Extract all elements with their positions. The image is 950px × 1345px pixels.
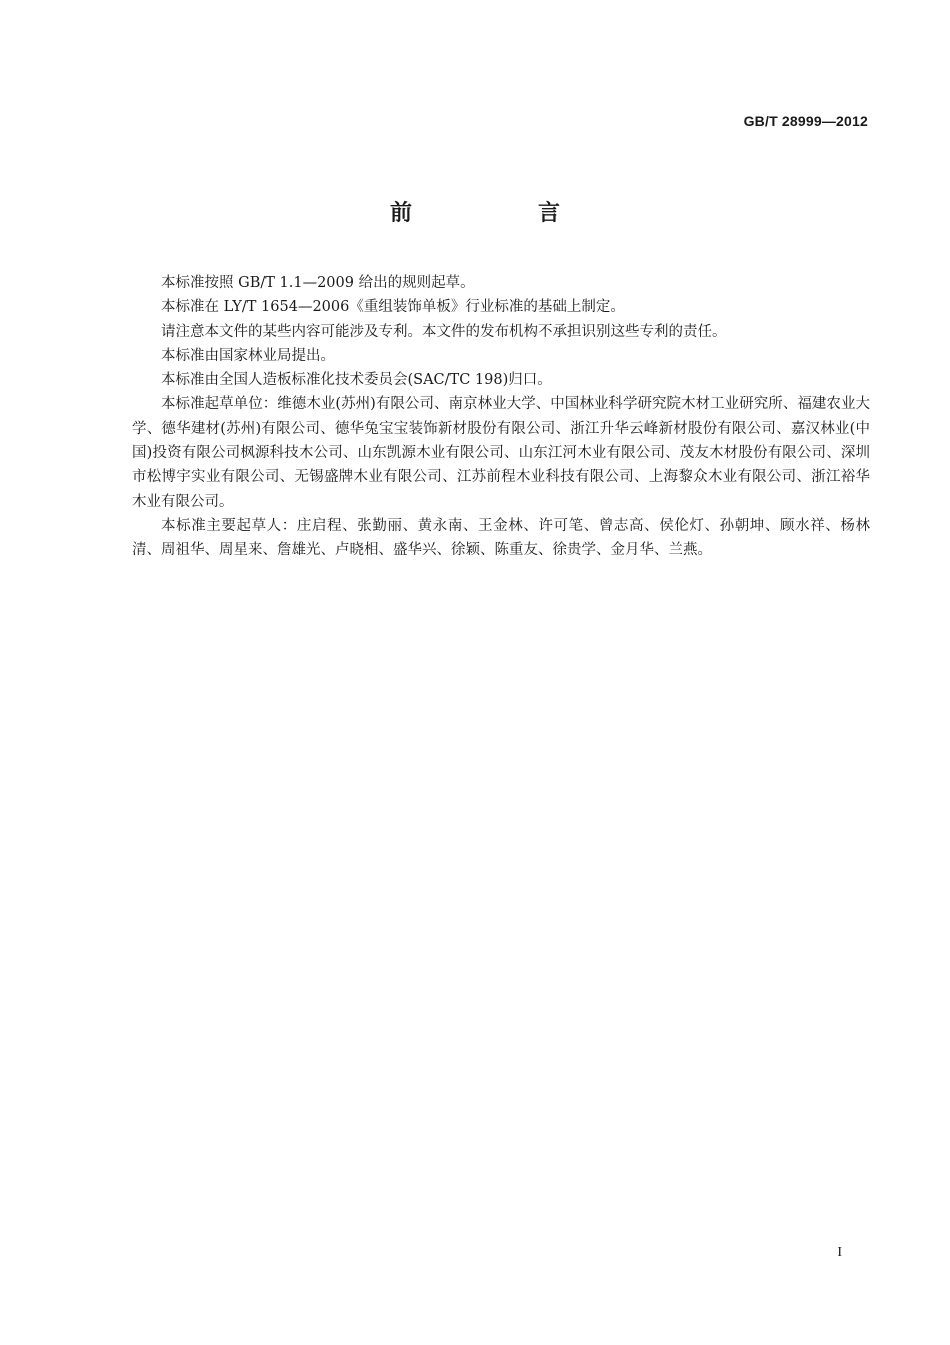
paragraph-drafting-units: 本标准起草单位：维德木业(苏州)有限公司、南京林业大学、中国林业科学研究院木材工业研究所、福建农业大学、德华建材(苏州)有限公司、德华兔宝宝装饰新材股份有限公司、浙江升华云峰新材股份有限公司、嘉汉林业(中国)投资有限公司枫源科技木公司、山东凯源木业有限公司、山东江河木业有限公司、茂友木材股份有限公司、深圳市松博宇实业有限公司、无锡盛牌木业有限公司、江苏前程木业科技有限公司、上海黎众木业有限公司、浙江裕华木业有限公司。 bbox=[132, 396, 870, 510]
standard-code: GB/T 28999—2012 bbox=[743, 113, 868, 129]
foreword-title: 前 言 bbox=[389, 201, 612, 226]
paragraph-basis: 本标准在 LY/T 1654—2006《重组装饰单板》行业标准的基础上制定。 bbox=[161, 299, 625, 316]
paragraph-patent-notice: 请注意本文件的某些内容可能涉及专利。本文件的发布机构不承担识别这些专利的责任。 bbox=[161, 323, 727, 340]
paragraph-drafting-rules: 本标准按照 GB/T 1.1—2009 给出的规则起草。 bbox=[161, 275, 475, 291]
paragraph-administrator: 本标准由全国人造板标准化技术委员会(SAC/TC 198)归口。 bbox=[161, 372, 552, 389]
paragraph-drafters: 本标准主要起草人：庄启程、张勤丽、黄永南、王金林、许可笔、曾志高、侯伦灯、孙朝坤、顾水祥、杨林清、周祖华、周星来、詹雄光、卢晓相、盛华兴、徐颖、陈重友、徐贵学、金月华、兰燕。 bbox=[132, 517, 870, 559]
paragraph-proposer: 本标准由国家林业局提出。 bbox=[161, 347, 335, 364]
page-number: I bbox=[837, 1245, 842, 1260]
foreword-body bbox=[132, 271, 870, 563]
